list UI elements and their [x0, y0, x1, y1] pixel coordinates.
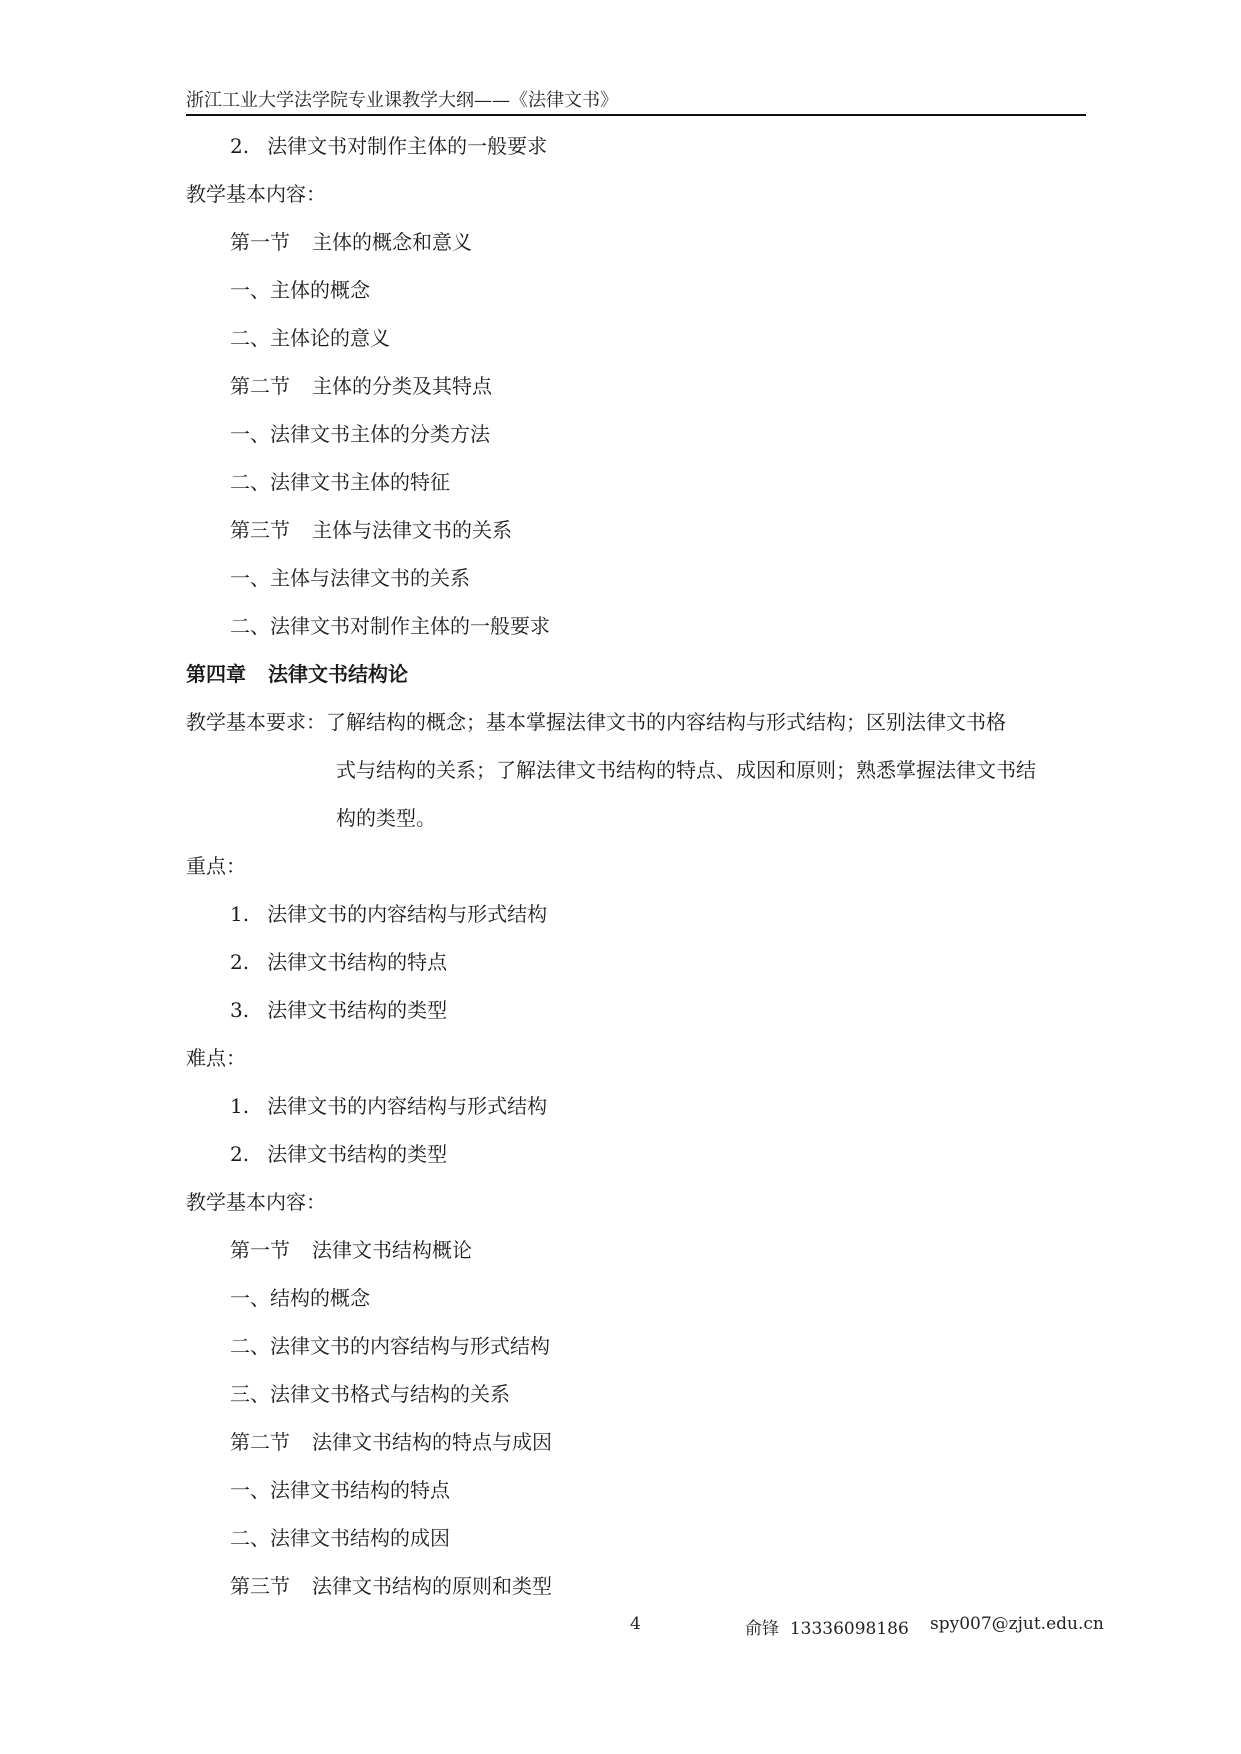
outline-item: 一、主体与法律文书的关系 [230, 566, 470, 590]
outline-item: 一、结构的概念 [230, 1286, 370, 1310]
section-number: 第一节 [230, 230, 290, 254]
list-text: 法律文书结构的特点 [267, 950, 448, 974]
running-header: 浙江工业大学法学院专业课教学大纲——《法律文书》 [186, 90, 618, 111]
list-number: 1. [230, 902, 250, 926]
outline-item: 一、法律文书主体的分类方法 [230, 422, 490, 446]
section-heading [230, 1426, 552, 1455]
list-item [230, 1138, 447, 1167]
section-title: 主体的概念和意义 [312, 230, 472, 254]
outline-item: 二、主体论的意义 [230, 326, 390, 350]
chapter-heading [186, 658, 408, 687]
section-number: 第一节 [230, 1238, 290, 1262]
section-label: 教学基本内容： [186, 1190, 326, 1214]
header-rule [186, 114, 1086, 116]
requirements-continuation: 构的类型。 [336, 806, 436, 830]
list-number: 2. [230, 134, 250, 158]
author-phone: 13336098186 [789, 1619, 909, 1639]
outline-item: 二、法律文书结构的成因 [230, 1526, 450, 1550]
key-points-label: 重点： [186, 854, 246, 878]
section-title: 法律文书结构的原则和类型 [312, 1574, 552, 1598]
section-number: 第三节 [230, 518, 290, 542]
outline-item: 三、法律文书格式与结构的关系 [230, 1382, 510, 1406]
list-item [230, 898, 547, 927]
section-heading [230, 370, 492, 399]
list-item [230, 994, 447, 1023]
section-title: 主体的分类及其特点 [312, 374, 492, 398]
difficulties-label: 难点： [186, 1046, 246, 1070]
list-item [230, 1090, 547, 1119]
author-name: 俞锋 [745, 1619, 779, 1639]
list-number: 3. [230, 998, 250, 1022]
list-item [230, 946, 447, 975]
section-heading [230, 514, 512, 543]
section-number: 第三节 [230, 1574, 290, 1598]
list-number: 1. [230, 1094, 250, 1118]
outline-item: 二、法律文书的内容结构与形式结构 [230, 1334, 550, 1358]
outline-item: 二、法律文书对制作主体的一般要求 [230, 614, 550, 638]
requirements-continuation: 式与结构的关系；了解法律文书结构的特点、成因和原则；熟悉掌握法律文书结 [336, 758, 1036, 782]
list-text: 法律文书的内容结构与形式结构 [267, 902, 548, 926]
section-title: 主体与法律文书的关系 [312, 518, 512, 542]
outline-item: 一、法律文书结构的特点 [230, 1478, 450, 1502]
section-heading [230, 1570, 552, 1599]
requirements-label: 教学基本要求： [186, 710, 326, 734]
chapter-title: 法律文书结构论 [268, 662, 408, 686]
section-title: 法律文书结构概论 [312, 1238, 472, 1262]
outline-item: 一、主体的概念 [230, 278, 370, 302]
list-number: 2. [230, 1142, 250, 1166]
list-item [230, 130, 547, 159]
footer-email: spy007@zjut.edu.cn [930, 1614, 1104, 1634]
list-text: 法律文书的内容结构与形式结构 [267, 1094, 548, 1118]
section-heading [230, 1234, 472, 1263]
list-text: 法律文书结构的类型 [267, 998, 448, 1022]
footer-author [745, 1614, 909, 1639]
section-label: 教学基本内容： [186, 182, 326, 206]
list-number: 2. [230, 950, 250, 974]
chapter-number: 第四章 [186, 662, 246, 686]
outline-item: 二、法律文书主体的特征 [230, 470, 450, 494]
list-text: 法律文书结构的类型 [267, 1142, 448, 1166]
requirements-text: 了解结构的概念；基本掌握法律文书的内容结构与形式结构；区别法律文书格 [326, 710, 1006, 734]
list-text: 法律文书对制作主体的一般要求 [267, 134, 548, 158]
page-number: 4 [630, 1614, 641, 1634]
section-number: 第二节 [230, 374, 290, 398]
section-number: 第二节 [230, 1430, 290, 1454]
section-heading [230, 226, 472, 255]
section-title: 法律文书结构的特点与成因 [312, 1430, 552, 1454]
requirements-paragraph [186, 706, 1006, 735]
